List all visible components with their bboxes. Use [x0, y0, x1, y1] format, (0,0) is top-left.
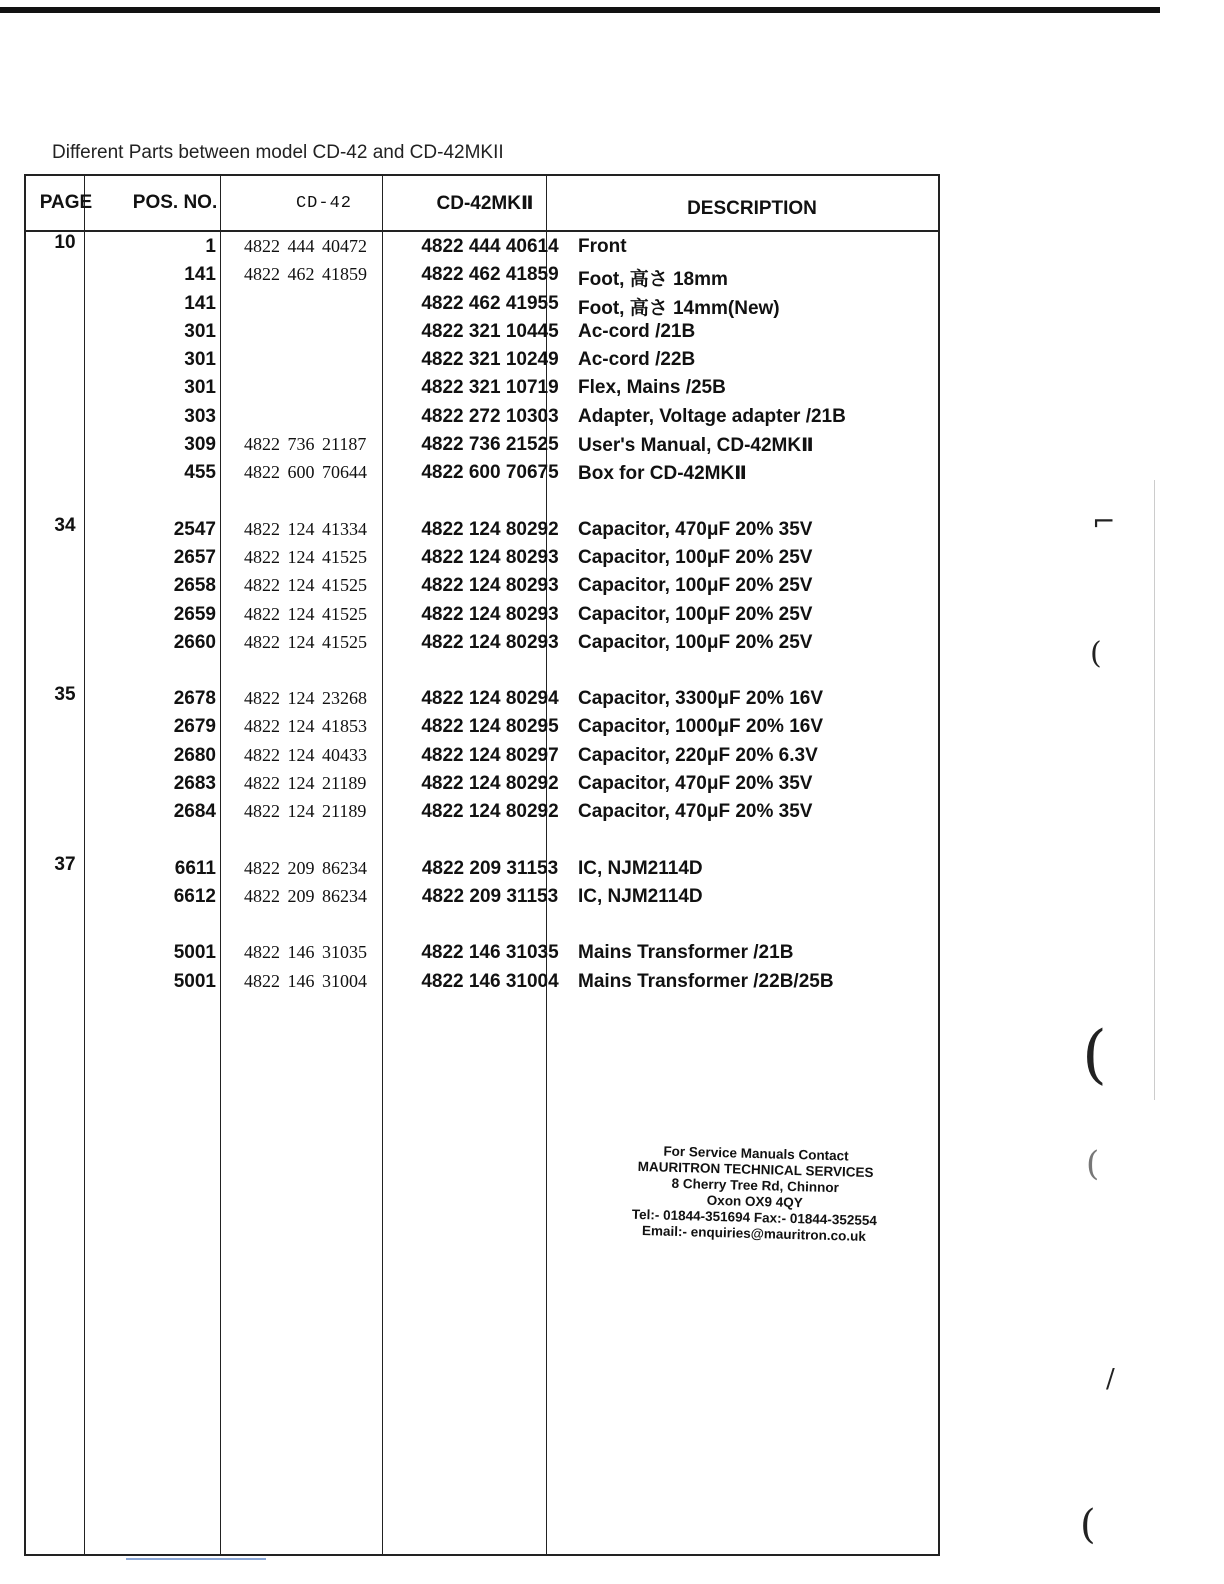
page-number: 34 [54, 514, 76, 536]
contact-phone: Tel:- 01844-351694 Fax:- 01844-352554 [631, 1206, 878, 1229]
cd42mk2-part-number: 4822 272 10303 [421, 405, 559, 427]
header-page: PAGE [39, 192, 93, 213]
part-description: Capacitor, 100μF 20% 25V [578, 631, 813, 653]
table-row [26, 853, 938, 886]
cd42mk2-part-number: 4822 124 80292 [421, 518, 559, 540]
table-row [26, 886, 938, 914]
position-number: 2683 [173, 773, 216, 795]
cd42-part-number: 4822 209 86234 [244, 857, 367, 878]
table-row [26, 684, 938, 716]
position-number: 301 [184, 377, 216, 399]
table-row [26, 434, 938, 462]
part-description: Mains Transformer /21B [578, 942, 794, 964]
cd42mk2-part-number: 4822 444 40614 [421, 236, 559, 257]
binder-hole-mark: ( [1080, 1502, 1096, 1548]
position-number: 2657 [173, 546, 216, 568]
cd42-part-number: 4822 124 23268 [244, 688, 367, 709]
position-number: 301 [184, 349, 216, 371]
cd42mk2-part-number: 4822 600 70675 [421, 462, 559, 484]
contact-company: MAURITRON TECHNICAL SERVICES [637, 1158, 874, 1181]
position-number: 141 [184, 264, 216, 286]
cd42-part-number: 4822 124 21189 [244, 773, 367, 794]
cd42mk2-part-number: 4822 124 80293 [421, 603, 559, 625]
cd42-part-number: 4822 124 21189 [244, 801, 367, 822]
cd42mk2-part-number: 4822 736 21525 [421, 434, 559, 456]
part-description: Capacitor, 470μF 20% 35V [578, 801, 813, 823]
binder-hole-mark: / [1106, 1364, 1115, 1394]
table-row [26, 232, 938, 264]
cd42mk2-part-number: 4822 124 80292 [421, 801, 559, 823]
cd42mk2-part-number: 4822 321 10719 [421, 377, 559, 399]
top-border-rule [0, 7, 1160, 13]
part-description: Capacitor, 100μF 20% 25V [578, 546, 813, 568]
position-number: 6611 [174, 857, 216, 879]
position-number: 2680 [173, 744, 216, 766]
part-description: Capacitor, 1000μF 20% 16V [578, 716, 824, 738]
table-body [26, 232, 938, 999]
binder-hole-mark: ( [1090, 636, 1102, 671]
binder-hole-mark: ⌐ [1092, 505, 1116, 538]
table-row [26, 971, 938, 999]
scan-edge-line [1154, 480, 1155, 1100]
position-number: 6612 [173, 885, 216, 907]
contact-postcode: Oxon OX9 4QY [706, 1192, 803, 1211]
cd42-part-number: 4822 462 41859 [244, 264, 367, 285]
cd42-part-number: 4822 209 86234 [244, 885, 367, 906]
part-description: IC, NJM2114D [578, 885, 703, 907]
table-row [26, 801, 938, 829]
part-description: Flex, Mains /25B [578, 377, 726, 399]
cd42mk2-part-number: 4822 462 41955 [421, 292, 559, 314]
cd42mk2-part-number: 4822 124 80293 [421, 631, 559, 653]
position-number: 301 [184, 320, 216, 342]
cd42-part-number: 4822 124 41334 [244, 518, 367, 539]
group-spacer [26, 491, 938, 519]
table-header [26, 174, 938, 232]
table-row [26, 773, 938, 801]
contact-line: For Service Manuals Contact [663, 1143, 849, 1164]
part-description: Capacitor, 3300μF 20% 16V [578, 688, 824, 710]
part-description: Capacitor, 470μF 20% 35V [578, 773, 813, 795]
cd42-part-number: 4822 124 41525 [244, 575, 367, 596]
cd42mk2-part-number: 4822 462 41859 [421, 264, 559, 286]
table-row [26, 745, 938, 773]
cd42mk2-part-number: 4822 124 80292 [421, 773, 559, 795]
cd42mk2-part-number: 4822 124 80295 [421, 716, 559, 738]
contact-address: 8 Cherry Tree Rd, Chinnor [671, 1175, 840, 1196]
part-description: Ac-cord /21B [578, 320, 696, 342]
group-spacer [26, 914, 938, 942]
group-spacer [26, 660, 938, 688]
binder-hole-mark: ( [1082, 1018, 1107, 1092]
part-description: IC, NJM2114D [578, 857, 703, 879]
document-title: Different Parts between model CD-42 and CD-42MKII [52, 142, 504, 163]
table-row [26, 716, 938, 744]
table-row [26, 604, 938, 632]
position-number: 2684 [173, 801, 216, 823]
page-number: 37 [54, 853, 76, 875]
part-description: Front [578, 236, 627, 257]
table-row [26, 293, 938, 321]
cd42mk2-part-number: 4822 146 31004 [421, 970, 559, 992]
part-description: Capacitor, 100μF 20% 25V [578, 603, 813, 625]
position-number: 5001 [173, 970, 216, 992]
cd42-part-number: 4822 600 70644 [244, 462, 367, 483]
position-number: 2678 [173, 688, 216, 710]
binder-hole-mark: ( [1086, 1144, 1100, 1184]
position-number: 2659 [173, 603, 216, 625]
position-number: 455 [184, 462, 216, 484]
header-cd42: CD-42 [295, 193, 352, 213]
table-row [26, 377, 938, 405]
cd42mk2-part-number: 4822 209 31153 [421, 885, 559, 907]
cd42mk2-part-number: 4822 209 31153 [421, 857, 559, 879]
group-spacer [26, 830, 938, 858]
cd42mk2-part-number: 4822 124 80293 [421, 575, 559, 597]
cd42mk2-part-number: 4822 321 10249 [421, 349, 559, 371]
position-number: 2660 [173, 631, 216, 653]
table-row [26, 462, 938, 490]
part-description: Capacitor, 100μF 20% 25V [578, 575, 813, 597]
header-pos-no: POS. NO. [132, 192, 218, 213]
table-row [26, 632, 938, 660]
cd42-part-number: 4822 124 41853 [244, 716, 367, 737]
table-row [26, 575, 938, 603]
parts-table [24, 174, 940, 1556]
cd42-part-number: 4822 146 31004 [244, 970, 367, 991]
cd42-part-number: 4822 146 31035 [244, 942, 367, 963]
service-contact-stamp [609, 1142, 901, 1246]
position-number: 2658 [173, 575, 216, 597]
cd42-part-number: 4822 124 41525 [244, 603, 367, 624]
cd42-part-number: 4822 444 40472 [244, 236, 367, 256]
cd42mk2-part-number: 4822 146 31035 [421, 942, 559, 964]
cd42-part-number: 4822 736 21187 [244, 434, 367, 455]
part-description: Foot, 高さ 18mm [578, 269, 728, 291]
part-description: Capacitor, 470μF 20% 35V [578, 518, 813, 540]
cd42mk2-part-number: 4822 321 10445 [421, 320, 559, 342]
part-description: User's Manual, CD-42MKⅡ [578, 435, 814, 457]
table-row [26, 406, 938, 434]
page-number: 35 [54, 684, 76, 706]
cd42-part-number: 4822 124 41525 [244, 546, 367, 567]
part-description: Mains Transformer /22B/25B [578, 970, 834, 992]
position-number: 5001 [173, 942, 216, 964]
cd42mk2-part-number: 4822 124 80297 [421, 744, 559, 766]
cd42-part-number: 4822 124 41525 [244, 631, 367, 652]
cd42mk2-part-number: 4822 124 80294 [421, 688, 559, 710]
position-number: 309 [184, 434, 216, 456]
position-number: 303 [184, 405, 216, 427]
table-row [26, 321, 938, 349]
position-number: 141 [184, 292, 216, 314]
cd42mk2-part-number: 4822 124 80293 [421, 546, 559, 568]
position-number: 2679 [173, 716, 216, 738]
page-number: 10 [54, 232, 76, 253]
table-row [26, 349, 938, 377]
header-description: DESCRIPTION [687, 198, 817, 219]
position-number: 1 [205, 236, 216, 257]
position-number: 2547 [173, 518, 216, 540]
table-row [26, 264, 938, 292]
table-row [26, 547, 938, 575]
part-description: Capacitor, 220μF 20% 6.3V [578, 744, 818, 766]
part-description: Ac-cord /22B [578, 349, 696, 371]
table-row [26, 942, 938, 970]
header-cd42mk2: CD-42MKⅡ [436, 192, 534, 214]
cd42-part-number: 4822 124 40433 [244, 744, 367, 765]
part-description: Box for CD-42MKⅡ [578, 463, 747, 485]
contact-email: Email:- enquiries@mauritron.co.uk [641, 1223, 867, 1244]
part-description: Foot, 高さ 14mm(New) [578, 297, 780, 319]
bottom-edge-mark [126, 1558, 266, 1560]
table-row [26, 514, 938, 547]
part-description: Adapter, Voltage adapter /21B [578, 405, 846, 427]
